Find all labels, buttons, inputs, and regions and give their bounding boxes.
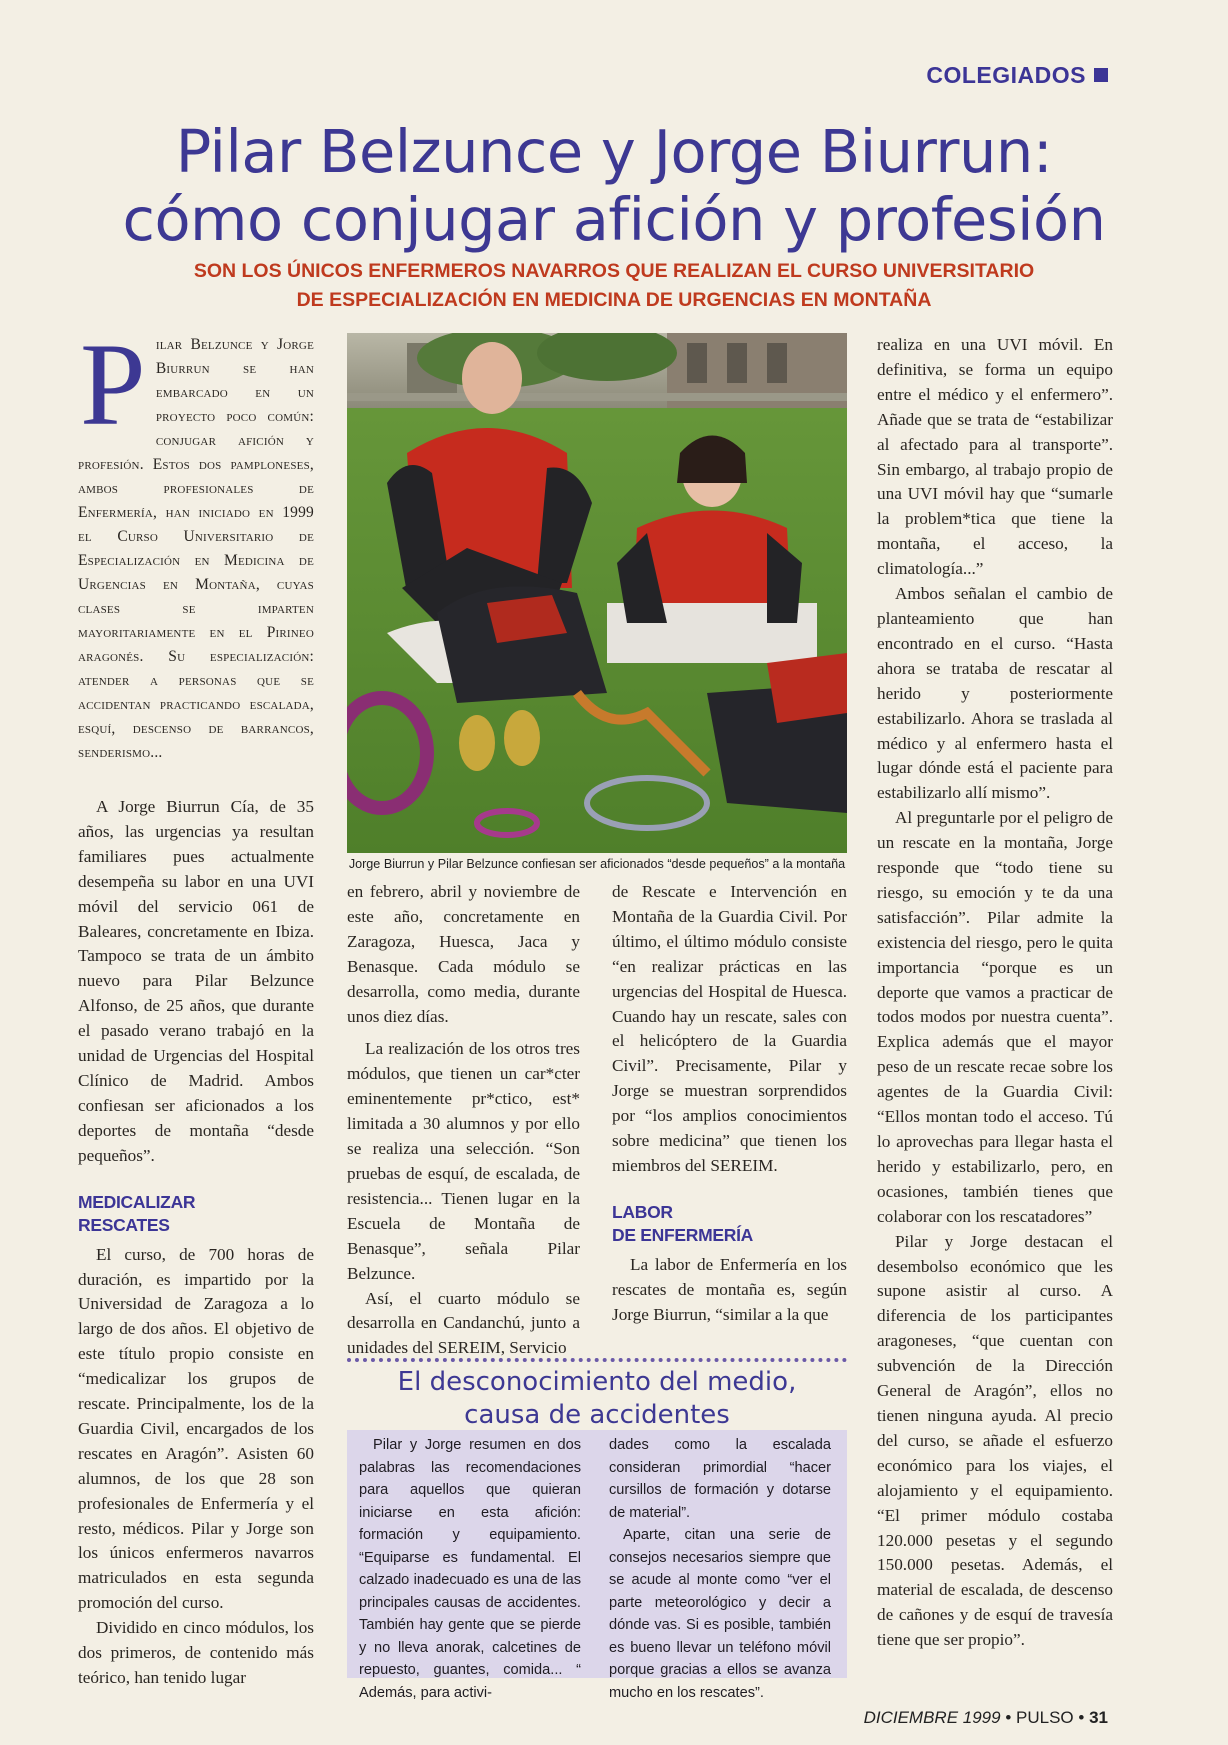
footer-date: DICIEMBRE 1999 — [863, 1708, 1001, 1727]
col3-paragraph-2: La labor de Enfermería en los rescates de montaña es, según Jorge Biurrun, “similar a la que — [612, 1254, 847, 1324]
box-title — [347, 1366, 847, 1432]
col4-paragraph-4: Pilar y Jorge destacan el desembolso económico que les supone asistir al curso. A diferencia de los participantes aragoneses, “que cuentan con subvención de la Dirección General de Aragón”, ellos no tienen ninguna ayuda. Al precio del curso, se añade el esfuerzo económico para los viajes, el alojamiento y el equipamiento. “El primer módulo costaba 120.000 pesetas y el segundo 150.000 pesetas. Además, el material de escalada, de descenso de cañones y de esquí de travesía tiene que ser propio”. — [877, 1231, 1113, 1650]
section-text: COLEGIADOS — [926, 62, 1086, 88]
column-2 — [347, 880, 580, 1361]
box-column-right — [609, 1434, 831, 1704]
photo-caption: Jorge Biurrun y Pilar Belzunce confiesan ser aficionados “desde pequeños” a la montaña — [348, 857, 846, 871]
box-right-text-1: dades como la escalada consideran primordial “hacer cursillos de formación y dotarse de material”. — [609, 1437, 831, 1521]
title-line-1: Pilar Belzunce y Jorge Biurrun: — [175, 117, 1053, 186]
subhead-labor — [612, 1201, 847, 1247]
subhead-line-2: DE ENFERMERÍA — [612, 1224, 753, 1245]
photo-illustration — [347, 333, 847, 853]
box-divider — [347, 1358, 847, 1362]
section-label — [926, 62, 1108, 89]
lead-paragraph — [78, 319, 314, 765]
col2-paragraph-2: La realización de los otros tres módulos, que tienen un car*cter eminentemente pr*ctico, est* limitada a 30 alumnos y por ello se realiza una selección. “Son pruebas de esquí, de escalada, de resistencia... Tienen lugar en la Escuela de Montaña de Benasque”, señala Pilar Belzunce. — [347, 1039, 580, 1283]
subhead-line-1: LABOR — [612, 1201, 673, 1222]
footer-separator: • — [1005, 1708, 1012, 1727]
section-square-icon — [1094, 68, 1108, 82]
col1-paragraph-3: Dividido en cinco módulos, los dos primeros, de contenido más teórico, han tenido lugar — [78, 1618, 314, 1687]
box-left-text: Pilar y Jorge resumen en dos palabras las recomendaciones para aquellos que quieran iniciarse en esta afición: formación y equipamiento. “Equiparse es fundamental. El calzado inadecuado es una de las principales causas de accidentes. También hay gente que se pierde y no lleva anorak, calcetines de repuesto, guantes, comida... “ Además, para activi- — [359, 1437, 581, 1701]
footer-separator-2: • — [1078, 1708, 1085, 1727]
article-title — [60, 118, 1168, 254]
info-box — [347, 1430, 847, 1701]
page-footer — [864, 1708, 1108, 1728]
article-subtitle — [90, 257, 1138, 315]
subtitle-line-2: DE ESPECIALIZACIÓN EN MEDICINA DE URGENCIAS EN MONTAÑA — [296, 289, 932, 311]
box-title-line-2: causa de accidentes — [464, 1400, 730, 1430]
subhead-medicalizar — [78, 1191, 314, 1237]
col4-paragraph-3: Al preguntarle por el peligro de un rescate en la montaña, Jorge responde que “todo tiene su riesgo, su emoción y te da una satisfacción”. Pilar admite la existencia del riesgo, pero le quita importancia “porque es un deporte que vamos a practicar de todos modos por nuestra cuenta”. Explica además que el mayor peso de un rescate recae sobre los agentes de la Guardia Civil: “Ellos montan todo el acceso. Tú lo aprovechas para llegar hasta el herido y estabilizarlo, pero, en ocasiones, también tienes que colaborar con los rescatadores” — [877, 808, 1113, 1226]
column-1 — [78, 319, 314, 1691]
col3-paragraph-1: de Rescate e Intervención en Montaña de la Guardia Civil. Por último, el último módulo consiste “en realizar prácticas en las urgencias del Hospital de Huesca. Cuando hay un rescate, sales con el helicóptero de la Guardia Civil”. Precisamente, Pilar y Jorge se muestran sorprendidos por “los amplios conocimientos sobre medicina” que tienen los miembros del SEREIM. — [612, 882, 847, 1175]
box-title-line-1: El desconocimiento del medio, — [397, 1367, 797, 1397]
drop-cap: P — [80, 319, 146, 450]
box-right-text-2: Aparte, citan una serie de consejos necesarios siempre que se acude al monte como “ver el parte meteorológico y decir a dónde vas. Si es posible, también es bueno llevar un teléfono móvil porque gracias a ellos se avanza mucho en los rescates”. — [609, 1527, 831, 1701]
subhead-line-2: RESCATES — [78, 1214, 170, 1235]
col2-paragraph-1: en febrero, abril y noviembre de este año, concretamente en Zaragoza, Huesca, Jaca y Benasque. Cada módulo se desarrolla, como media, durante unos diez días. — [347, 882, 580, 1026]
col4-paragraph-2: Ambos señalan el cambio de planteamiento que han encontrado en el curso. “Hasta ahora se trataba de rescatar al herido y posteriormente estabilizarlo. Ahora se traslada al médico y al enfermero hasta el lugar dónde está el paciente para estabilizarlo allí mismo”. — [877, 584, 1113, 803]
title-line-2: cómo conjugar afición y profesión — [122, 185, 1106, 254]
lead-text: ilar Belzunce y Jorge Biurrun se han embarcado en un proyecto poco común: conjugar afición y profesión. Estos dos pamploneses, ambos profesionales de Enfermería, han iniciado en 1999 el Curso Universitario de Especialización en Medicina de Urgencias en Montaña, cuyas clases se imparten mayoritariamente en el Pirineo aragonés. Su especialización: atender a personas que se accidentan practicando escalada, esquí, descenso de barrancos, senderismo... — [78, 336, 314, 761]
col1-paragraph-1: A Jorge Biurrun Cía, de 35 años, las urgencias ya resultan familiares pues actualmente desempeña su labor en una UVI móvil del servicio 061 de Baleares, concretamente en Ibiza. Tampoco se trata de un ámbito nuevo para Pilar Belzunce Alfonso, de 25 años, que durante el pasado verano trabajó en la unidad de Urgencias del Hospital Clínico de Madrid. Ambos confiesan ser aficionados a los deportes de montaña “desde pequeños”. — [78, 797, 314, 1165]
subhead-line-1: MEDICALIZAR — [78, 1191, 196, 1212]
article-photo — [347, 333, 847, 853]
page-number: 31 — [1089, 1708, 1108, 1727]
column-4 — [877, 333, 1113, 1653]
footer-magazine: PULSO — [1016, 1708, 1074, 1727]
col4-paragraph-1: realiza en una UVI móvil. En definitiva, se forma un equipo entre el médico y el enfermero”. Añade que se trata de “estabilizar al afectado para al transporte”. Sin embargo, al trabajo propio de una UVI móvil hay que “sumarle la problem*tica que tiene la montaña, el acceso, la climatología...” — [877, 335, 1113, 579]
subtitle-line-1: SON LOS ÚNICOS ENFERMEROS NAVARROS QUE REALIZAN EL CURSO UNIVERSITARIO — [193, 260, 1035, 282]
col2-paragraph-3: Así, el cuarto módulo se desarrolla en Candanchú, junto a unidades del SEREIM, Servicio — [347, 1288, 580, 1358]
col1-paragraph-2: El curso, de 700 horas de duración, es impartido por la Universidad de Zaragoza a lo largo de dos años. El objetivo de este título propio consiste en “medicalizar los grupos de rescate. Principalmente, los de la Guardia Civil, encargados de los rescates en Aragón”. Asisten 60 alumnos, de los que 28 son profesionales de Enfermería y el resto, médicos. Pilar y Jorge son los únicos enfermeros navarros matriculados en esta segunda promoción del curso. — [78, 1244, 314, 1613]
box-column-left — [359, 1434, 581, 1704]
column-3 — [612, 880, 847, 1328]
